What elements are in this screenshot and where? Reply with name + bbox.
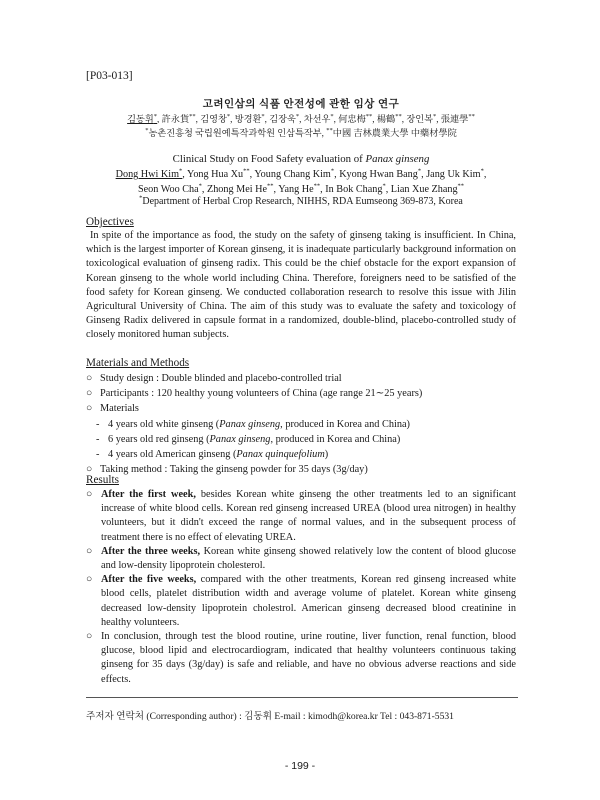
result-item <box>86 488 516 545</box>
dash-icon: - <box>96 433 100 445</box>
circle-bullet-icon: ○ <box>86 545 93 557</box>
korean-coauthor: 何忠梅 <box>338 114 366 124</box>
results-list <box>86 488 516 687</box>
korean-coauthor: 김영창 <box>200 114 227 124</box>
methods-participants: ○ Participants : 120 healthy young volunteers of China (age range 21∼25 years) <box>86 386 516 401</box>
methods-heading: Materials and Methods <box>86 357 190 369</box>
korean-coauthor: 장인복 <box>406 114 433 124</box>
english-authors-line-1: Dong Hwi Kim*, Yong Hua Xu**, Young Chang Kim*, Kyong Hwan Bang*, Jang Uk Kim*, <box>115 167 487 180</box>
dash-icon: - <box>96 418 100 430</box>
korean-authors: 김동휘*, 許永貨**, 김영창*, 방경환*, 김장욱*, 차선우*, 何忠梅**, 楊鶴**, 장인복*, 張連學** <box>127 112 475 124</box>
korean-lead-author: 김동휘* <box>127 112 158 124</box>
english-coauthor: Lian Xue Zhang <box>390 184 458 195</box>
circle-bullet-icon: ○ <box>86 388 93 400</box>
material-item: - 6 years old red ginseng (Panax ginseng, produced in Korea and China) <box>86 432 516 447</box>
result-lead: After the first week, <box>101 489 196 500</box>
result-lead: After the three weeks, <box>101 545 201 557</box>
english-coauthor: Yang He <box>278 184 314 195</box>
footer-divider <box>86 697 518 698</box>
english-coauthor: Kyong Hwan Bang <box>339 169 418 180</box>
circle-bullet-icon: ○ <box>86 489 93 500</box>
circle-bullet-icon: ○ <box>86 403 93 415</box>
korean-coauthor: 楊鶴 <box>376 114 396 124</box>
korean-coauthor: 방경환 <box>234 114 262 124</box>
circle-bullet-icon: ○ <box>86 631 93 643</box>
english-coauthor: Yong Hua Xu <box>186 169 244 180</box>
page-number: - 199 - <box>284 760 316 772</box>
result-item <box>86 573 516 630</box>
english-coauthor: Young Chang Kim <box>254 169 331 180</box>
result-text: In conclusion, through test the blood routine, urine routine, liver function, renal function, blood glucose, blood lipid and electrocardiogram, indicated that healthy volunteers continuous taking ginseng for 35 days (3g/day) is safe and reliable, and have no obvious adverse reactions and side effects. <box>101 631 516 685</box>
english-authors-line-2: Seon Woo Cha*, Zhong Mei He**, Yang He**, In Bok Chang*, Lian Xue Zhang** <box>137 182 465 195</box>
english-coauthor: Zhong Mei He <box>206 184 267 195</box>
korean-coauthor: 許永貨 <box>161 114 190 124</box>
english-coauthor: In Bok Chang <box>325 184 383 195</box>
english-authors <box>86 167 516 197</box>
korean-coauthor: 차선우 <box>303 114 331 124</box>
objectives-paragraph: In spite of the importance as food, the study on the safety of ginseng taking is insufficient. In China, which is the largest importer of Korean ginseng, it is inadequate particularly background information on toxicological evaluation of ginseng radix. This could be the chief obstacle for the export expansion of Korean ginseng to the whole world including China. Therefore, foreigners need to be satisfied of the food safety for Korean ginseng. We conducted collaboration research to resolve this issue with Jilin Agricultural University of China. The aim of this study was to evaluate the safety and toxicology of Ginseng Radix delivered in capsule format in a randomized, double-blind, placebo-controlled study of closely monitored human subjects. <box>86 230 516 341</box>
methods-materials-label: ○ Materials <box>86 401 516 416</box>
korean-title: 고려인삼의 식품 안전성에 관한 임상 연구 <box>202 99 400 110</box>
methods-taking: ○ Taking method : Taking the ginseng powder for 35 days (3g/day) <box>86 462 516 477</box>
result-item <box>86 630 516 687</box>
korean-coauthor: 김장욱 <box>269 114 296 124</box>
circle-bullet-icon: ○ <box>86 464 93 476</box>
results-heading: Results <box>86 474 119 486</box>
material-item: - 4 years old American ginseng (Panax quinquefolium) <box>86 447 516 462</box>
result-text: After the three weeks, Korean white ginseng showed relatively low the content of blood glucose and low-density lipoprotein cholesterol. <box>101 545 516 572</box>
english-coauthor: Seon Woo Cha <box>137 184 199 195</box>
dash-icon: - <box>96 449 100 461</box>
corresponding-author-footer: 주저자 연락처 (Corresponding author) : 김동휘 E-mail : kimodh@korea.kr Tel : 043-871-5531 <box>86 711 454 722</box>
result-item <box>86 545 516 573</box>
english-affiliation: *Department of Herbal Crop Research, NIHHS, RDA Eumseong 369-873, Korea <box>139 194 463 207</box>
korean-coauthor: 張連學 <box>440 114 469 124</box>
objectives-heading: Objectives <box>86 216 134 228</box>
circle-bullet-icon: ○ <box>86 373 93 384</box>
result-lead: After the five weeks, <box>101 574 197 586</box>
methods-design: ○ Study design : Double blinded and placebo-controlled trial <box>86 371 516 386</box>
poster-code: [P03-013] <box>86 70 133 82</box>
result-text: After the first week, besides Korean white ginseng the other treatments led to an significant increase of white blood cells. Korean red ginseng increased UREA (blood urea nitrogen) in healthy volunteers, but it didn't exceed the range of normal values, and in the subsequent process of treatment there is no effect of elevating UREA. <box>101 489 516 543</box>
english-title: Clinical Study on Food Safety evaluation of Panax ginseng <box>172 153 430 165</box>
result-text: After the five weeks, compared with the other treatments, Korean red ginseng increased white blood cells, platelet distribution width and average volume of platelet. Korean white ginseng decreased low-density lipoprotein cholestrol. American ginseng decreased blood creatinine in healthy volunteers. <box>101 574 517 628</box>
english-lead-author: Dong Hwi Kim* <box>115 167 183 180</box>
english-coauthor: Jang Uk Kim <box>426 169 481 180</box>
methods-list <box>86 371 516 477</box>
circle-bullet-icon: ○ <box>86 574 93 586</box>
korean-affiliation: *농촌진흥청 국립원예특작과학원 인삼특작부, **中國 吉林農業大學 中藥材學院 <box>145 126 457 138</box>
material-item: - 4 years old white ginseng (Panax ginseng, produced in Korea and China) <box>86 417 516 432</box>
